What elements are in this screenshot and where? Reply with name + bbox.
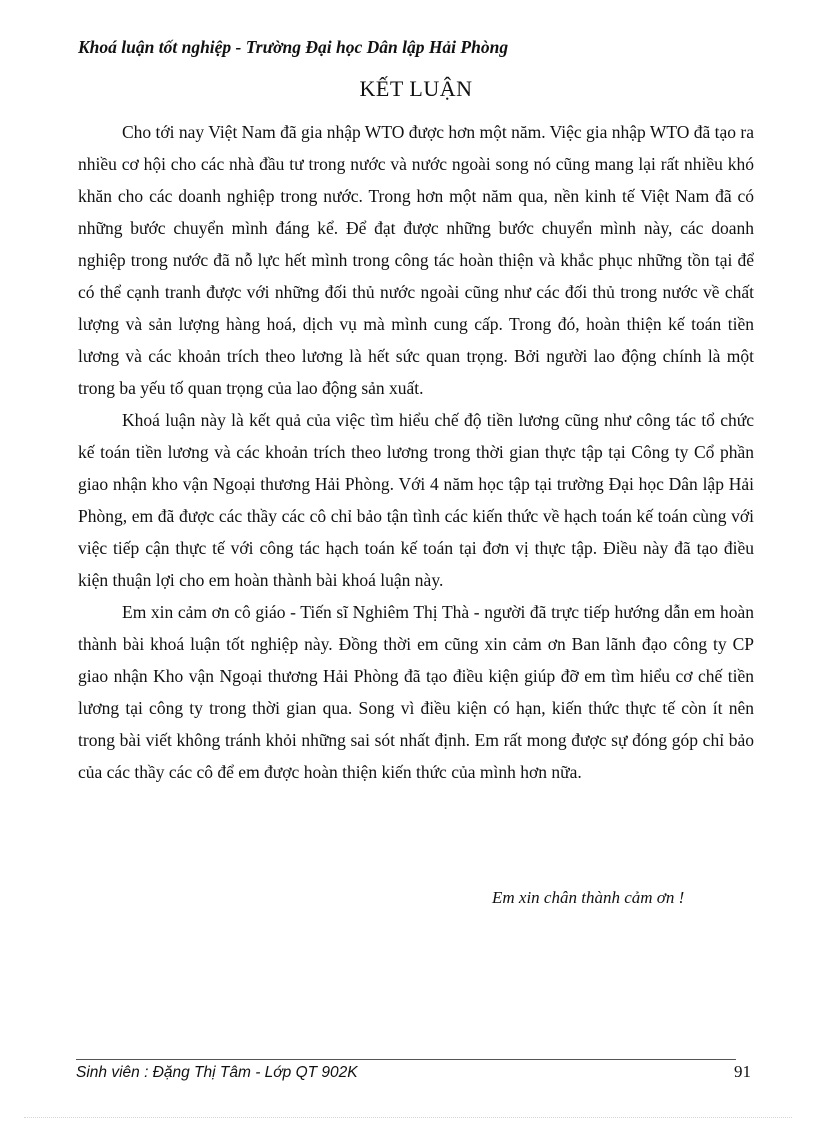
footer-author: Sinh viên : Đặng Thị Tâm - Lớp QT 902K — [76, 1064, 358, 1081]
paragraph-2: Khoá luận này là kết quả của việc tìm hiểu chế độ tiền lương cũng như công tác tổ chức kế toán tiền lương và các khoản trích theo lương trong thời gian thực tập tại Công ty Cổ phần giao nhận kho vận Ngoại thương Hải Phòng. Với 4 năm học tập tại trường Đại học Dân lập Hải Phòng, em đã được các thầy các cô chỉ bảo tận tình các kiến thức về hạch toán kế toán cùng với việc tiếp cận thực tế với công tác hạch toán kế toán tại đơn vị thực tập. Điều này đã tạo điều kiện thuận lợi cho em hoàn thành bài khoá luận này. — [78, 410, 754, 590]
paragraph-3: Em xin cảm ơn cô giáo - Tiến sĩ Nghiêm Thị Thà - người đã trực tiếp hướng dẫn em hoàn thành bài khoá luận tốt nghiệp này. Đồng thời em cũng xin cảm ơn Ban lãnh đạo công ty CP giao nhận Kho vận Ngoại thương Hải Phòng đã tạo điều kiện giúp đỡ em tìm hiểu cơ chế tiền lương tại công ty trong thời gian qua. Song vì điều kiện có hạn, kiến thức thực tế còn ít nên trong bài viết không tránh khỏi những sai sót nhất định. Em rất mong được sự đóng góp chỉ bảo của các thầy các cô để em được hoàn thiện kiến thức của mình hơn nữa. — [78, 602, 754, 782]
running-header: Khoá luận tốt nghiệp - Trường Đại học Dân lập Hải Phòng — [78, 37, 509, 57]
page-edge-divider — [24, 1117, 792, 1118]
page-title: KẾT LUẬN — [359, 76, 473, 101]
page-number: 91 — [734, 1062, 751, 1081]
footer-divider — [76, 1059, 736, 1060]
paragraph-1: Cho tới nay Việt Nam đã gia nhập WTO được hơn một năm. Việc gia nhập WTO đã tạo ra nhiều cơ hội cho các nhà đầu tư trong nước và nước ngoài song nó cũng mang lại rất nhiều khó khăn cho các doanh nghiệp trong nước. Trong hơn một năm qua, nền kinh tế Việt Nam đã có những bước chuyển mình đáng kể. Để đạt được những bước chuyển mình này, các doanh nghiệp trong nước đã nỗ lực hết mình trong công tác hoàn thiện và khắc phục những tồn tại để có thể cạnh tranh được với những đối thủ nước ngoài cũng như các đối thủ trong nước về chất lượng và sản lượng hàng hoá, dịch vụ mà mình cung cấp. Trong đó, hoàn thiện kế toán tiền lương và các khoản trích theo lương là hết sức quan trọng. Bởi người lao động chính là một trong ba yếu tố quan trọng của lao động sản xuất. — [78, 122, 754, 398]
document-body — [78, 116, 754, 788]
closing-thanks: Em xin chân thành cảm ơn ! — [492, 888, 685, 907]
